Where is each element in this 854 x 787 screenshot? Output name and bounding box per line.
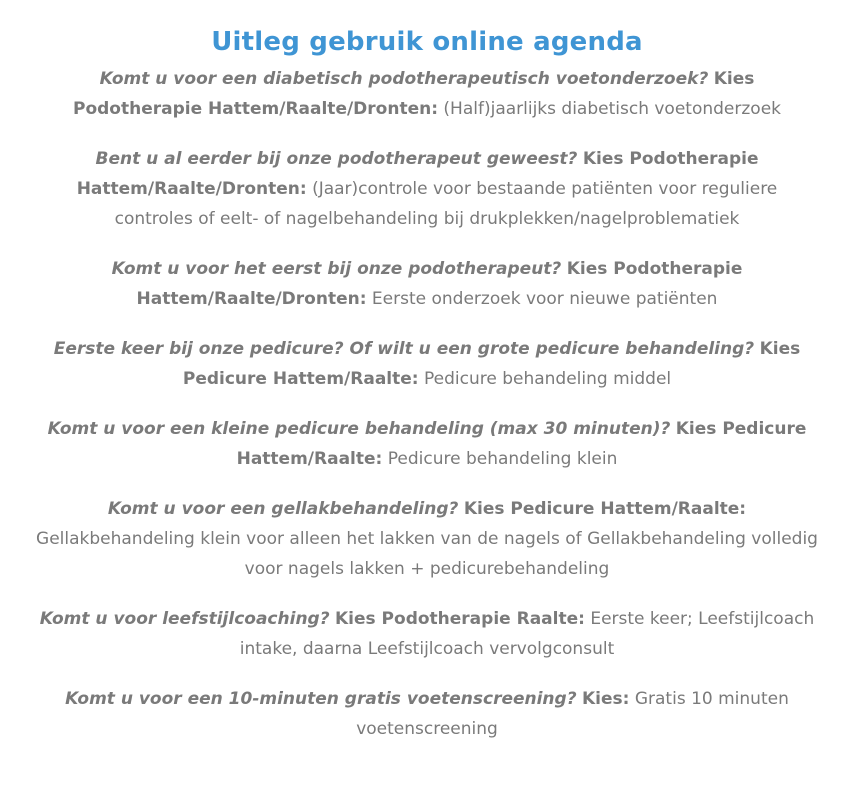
faq-answer: (Jaar)controle voor bestaande patiënten voor reguliere controles of eelt- of nagelbehandeling bij drukplekken/nagelproblematiek	[114, 179, 778, 229]
faq-list	[36, 64, 818, 744]
faq-answer: Eerste onderzoek voor nieuwe patiënten	[371, 289, 718, 309]
faq-choice: Kies Pedicure Hattem/Raalte:	[236, 419, 807, 469]
faq-question: Komt u voor een 10-minuten gratis voetenscreening?	[65, 689, 577, 709]
faq-item-first-visit-podotherapist	[36, 254, 818, 314]
faq-question: Komt u voor een gellakbehandeling?	[107, 499, 459, 519]
faq-answer: Gellakbehandeling klein voor alleen het lakken van de nagels of Gellakbehandeling volledig voor nagels lakken + pedicurebehandeling	[36, 529, 818, 579]
faq-choice: Kies Podotherapie Hattem/Raalte/Dronten:	[73, 69, 755, 119]
faq-item-large-pedicure	[36, 334, 818, 394]
faq-question: Komt u voor een kleine pedicure behandeling (max 30 minuten)?	[47, 419, 671, 439]
faq-question: Eerste keer bij onze pedicure? Of wilt u een grote pedicure behandeling?	[53, 339, 755, 359]
faq-answer: (Half)jaarlijks diabetisch voetonderzoek	[443, 99, 781, 119]
faq-item-returning-patient	[36, 144, 818, 234]
faq-answer: Pedicure behandeling klein	[387, 449, 618, 469]
faq-item-diabetic-foot-exam	[36, 64, 818, 124]
faq-answer: Pedicure behandeling middel	[423, 369, 672, 389]
faq-answer: Gratis 10 minuten voetenscreening	[356, 689, 789, 739]
faq-question: Komt u voor een diabetisch podotherapeutisch voetonderzoek?	[99, 69, 709, 89]
faq-item-gel-polish	[36, 494, 818, 584]
faq-choice: Kies Pedicure Hattem/Raalte:	[463, 499, 747, 519]
faq-choice: Kies Podotherapie Raalte:	[334, 609, 585, 629]
faq-choice: Kies Pedicure Hattem/Raalte:	[182, 339, 801, 389]
faq-question: Komt u voor leefstijlcoaching?	[39, 609, 330, 629]
faq-question: Bent u al eerder bij onze podotherapeut geweest?	[95, 149, 578, 169]
faq-choice: Kies Podotherapie Hattem/Raalte/Dronten:	[76, 149, 759, 199]
faq-question: Komt u voor het eerst bij onze podotherapeut?	[111, 259, 562, 279]
faq-item-lifestyle-coaching	[36, 604, 818, 664]
faq-item-small-pedicure	[36, 414, 818, 474]
page-title: Uitleg gebruik online agenda	[211, 27, 643, 57]
faq-choice: Kies:	[581, 689, 630, 709]
faq-answer: Eerste keer; Leefstijlcoach intake, daarna Leefstijlcoach vervolgconsult	[239, 609, 815, 659]
faq-item-free-foot-screening	[36, 684, 818, 744]
faq-choice: Kies Podotherapie Hattem/Raalte/Dronten:	[136, 259, 743, 309]
